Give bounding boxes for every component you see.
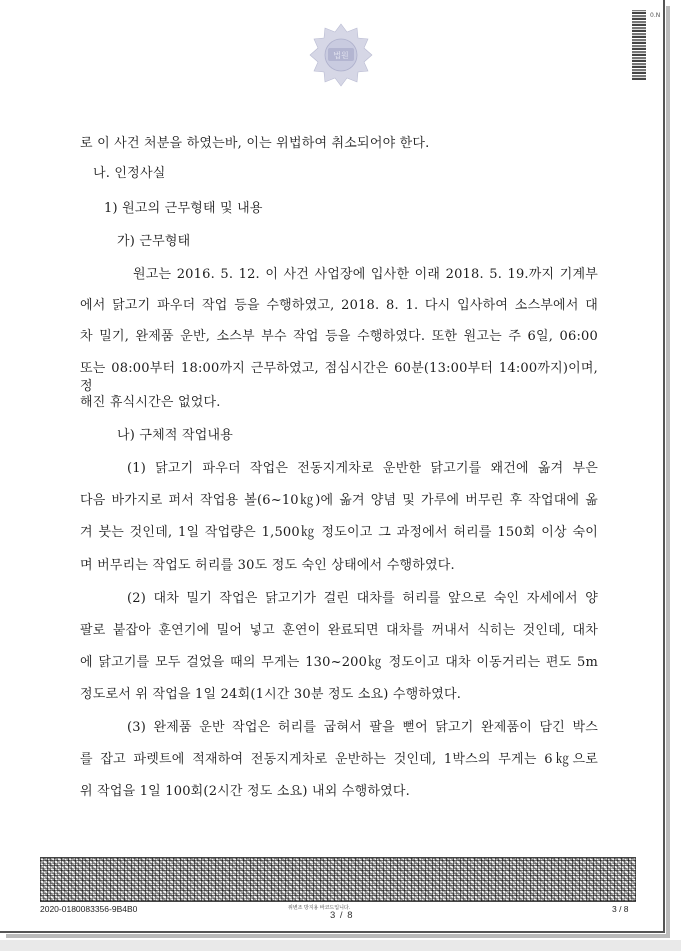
side-barcode — [632, 10, 646, 80]
work-form-line: 해진 휴식시간은 없었다. — [80, 395, 221, 410]
section-heading: 나. 인정사실 — [93, 166, 166, 181]
barcode-note: 위변조 방지용 바코드입니다. — [288, 905, 351, 911]
subsubsection-heading: 가) 근무형태 — [117, 234, 191, 249]
subsection-heading: 1) 원고의 근무형태 및 내용 — [104, 201, 263, 216]
item-line: 위 작업을 1일 100회(2시간 정도 소요) 내외 수행하였다. — [80, 784, 410, 799]
subsubsection-heading: 나) 구체적 작업내용 — [117, 428, 234, 443]
page-number: 3 / 8 — [612, 904, 629, 914]
item-line: 팔로 붙잡아 훈연기에 밀어 넣고 훈연이 완료되면 대차를 꺼내서 식히는 것인데, 대차 — [80, 623, 598, 638]
item-line: (3) 완제품 운반 작업은 허리를 굽혀서 팔을 뻗어 닭고기 완제품이 담긴 박스 — [127, 720, 598, 735]
paragraph-continuation: 로 이 사건 처분을 하였는바, 이는 위법하여 취소되어야 한다. — [80, 136, 430, 151]
item-line: 를 잡고 파렛트에 적재하여 전동지게차로 운반하는 것인데, 1박스의 무게는 6㎏으로 — [80, 752, 598, 767]
side-code-label: 0.N — [650, 12, 661, 19]
item-line: 정도로서 위 작업을 1일 24회(1시간 30분 정도 소요) 수행하였다. — [80, 687, 462, 702]
seal-label: 법원 — [333, 51, 349, 60]
page-shadow-right — [666, 6, 670, 936]
center-page-number: 3 / 8 — [330, 910, 354, 921]
work-form-line: 차 밀기, 완제품 운반, 소스부 부수 작업 등을 수행하였다. 또한 원고는 주 6일, 06:00 — [80, 329, 598, 344]
item-line: (2) 대차 밀기 작업은 닭고기가 걸린 대차를 허리를 앞으로 숙인 자세에서 양 — [127, 591, 598, 606]
viewer-background — [0, 940, 681, 951]
work-form-line: 또는 08:00부터 18:00까지 근무하였고, 점심시간은 60분(13:00부터 14:00까지)이며, 정 — [80, 361, 598, 394]
anti-forgery-barcode — [40, 857, 636, 902]
court-seal-icon — [308, 22, 374, 88]
item-line: (1) 닭고기 파우더 작업은 전동지게차로 운반한 닭고기를 왜건에 옮겨 부은 — [127, 461, 598, 476]
item-line: 다음 바가지로 퍼서 작업용 볼(6~10㎏)에 옮겨 양념 및 가루에 버무린 후 작업대에 옮 — [80, 493, 598, 508]
document-id: 2020-0180083356-9B4B0 — [40, 904, 138, 914]
work-form-line: 원고는 2016. 5. 12. 이 사건 사업장에 입사한 이래 2018. 5. 19.까지 기계부 — [133, 267, 598, 282]
item-line: 겨 붓는 것인데, 1일 작업량은 1,500㎏ 정도이고 그 과정에서 허리를 150회 이상 숙이 — [80, 525, 598, 540]
work-form-line: 에서 닭고기 파우더 작업 등을 수행하였고, 2018. 8. 1. 다시 입사하여 소스부에서 대 — [80, 298, 598, 313]
page-shadow-bottom — [6, 934, 670, 938]
item-line: 에 닭고기를 모두 걸었을 때의 무게는 130~200㎏ 정도이고 대차 이동거리는 편도 5m — [80, 655, 598, 670]
item-line: 며 버무리는 작업도 허리를 30도 정도 숙인 상태에서 수행하였다. — [80, 558, 455, 573]
